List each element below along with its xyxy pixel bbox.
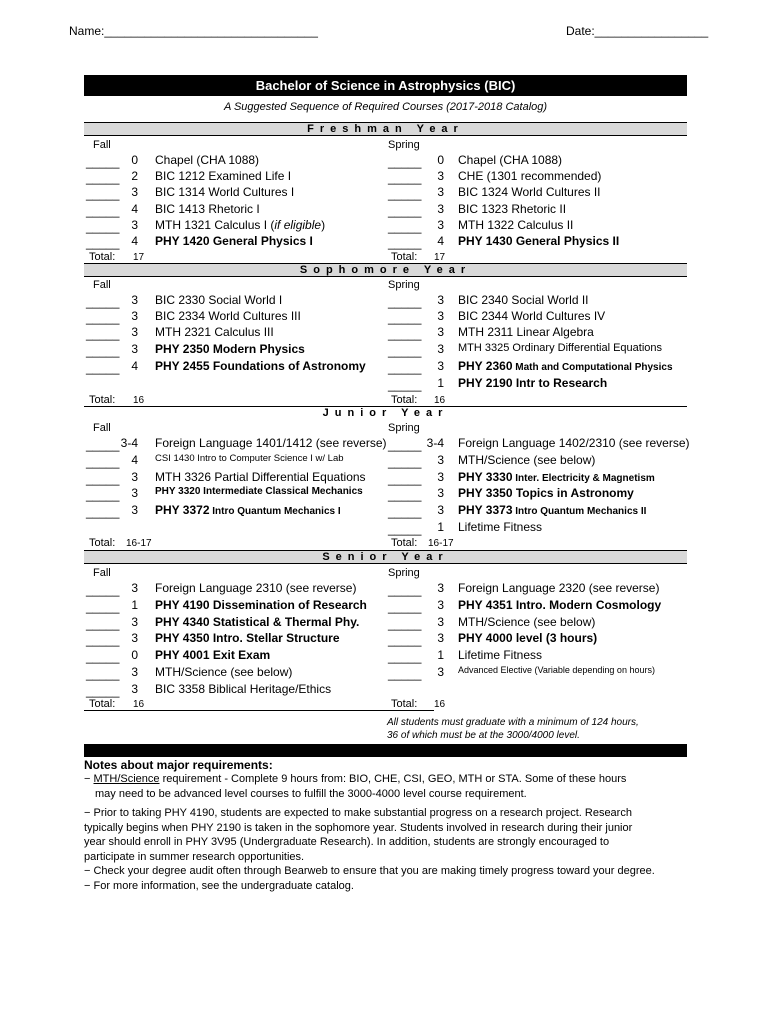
hours-blank[interactable]: _____: [86, 599, 120, 614]
credit-hours: 4: [131, 358, 138, 373]
credit-hours: 3-4: [120, 436, 138, 450]
hours-blank[interactable]: _____: [388, 454, 422, 469]
course-name: BIC 1323 Rhetoric II: [458, 201, 567, 216]
hours-blank[interactable]: _____: [388, 599, 422, 614]
course-name: Chapel (CHA 1088): [155, 153, 260, 167]
course-name: BIC 1324 World Cultures II: [458, 185, 601, 200]
hours-blank[interactable]: _____: [388, 505, 422, 520]
freshman-spring-total: 17: [434, 252, 446, 263]
credit-hours: 4: [131, 452, 138, 467]
course-name: PHY 1430 General Physics II: [458, 234, 620, 248]
course-name: Foreign Language 1402/2310 (see reverse): [458, 436, 690, 450]
sophomore-fall-total-label: Total:: [89, 394, 116, 406]
research-line-2: typically begins when PHY 2190 is taken in the sophomore year. Students involved in research during their junior: [84, 821, 633, 834]
notes-mth-requirement: [84, 772, 694, 801]
hours-blank[interactable]: _____: [86, 171, 120, 186]
junior-fall-total: 16-17: [126, 538, 152, 549]
course-name: PHY 2360 Math and Computational Physics: [458, 358, 673, 373]
course-name: PHY 2350 Modern Physics: [155, 341, 305, 356]
senior-fall-total: 16: [133, 699, 145, 710]
course-name: MTH/Science (see below): [155, 665, 293, 679]
credit-hours: 3: [131, 486, 138, 501]
course-name: Lifetime Fitness: [458, 520, 543, 534]
credit-hours: 3: [131, 217, 138, 232]
senior-fall-total-label: Total:: [89, 698, 116, 710]
credit-hours: 4: [131, 234, 138, 248]
hours-blank[interactable]: _____: [86, 327, 120, 342]
credit-hours: 0: [437, 153, 444, 167]
hours-blank[interactable]: _____: [86, 454, 120, 469]
hours-blank[interactable]: _____: [388, 616, 422, 631]
course-name: Chapel (CHA 1088): [458, 153, 563, 167]
course-name: PHY 4001 Exit Exam: [155, 648, 271, 663]
course-name: BIC 1212 Examined Life I: [155, 169, 292, 184]
course-name: PHY 3373 Intro Quantum Mechanics II: [458, 503, 647, 518]
credit-hours: 3: [437, 469, 444, 484]
hours-blank[interactable]: _____: [388, 650, 422, 665]
fall-label: Fall: [93, 422, 111, 434]
course-name: PHY 4351 Intro. Modern Cosmology: [458, 597, 662, 612]
credit-hours: 3: [131, 681, 138, 696]
fall-label: Fall: [93, 567, 111, 579]
junior-spring-total-label: Total:: [391, 537, 418, 549]
hours-blank[interactable]: _____: [86, 311, 120, 326]
notes-divider-bar: [84, 744, 687, 757]
hours-blank[interactable]: _____: [388, 378, 422, 392]
hours-blank[interactable]: _____: [388, 522, 422, 536]
credit-hours: 3: [131, 503, 138, 518]
course-name: BIC 3358 Biblical Heritage/Ethics: [155, 681, 332, 696]
course-name: PHY 3330 Inter. Electricity & Magnetism: [458, 469, 655, 484]
research-line-3: year should enroll in PHY 3V95 (Undergraduate Research). In addition, students are strongly encouraged to: [84, 836, 610, 848]
hours-blank[interactable]: _____: [388, 438, 422, 452]
course-name: PHY 4350 Intro. Stellar Structure: [155, 631, 340, 646]
credit-hours: 3: [131, 469, 138, 484]
credit-hours: 0: [131, 153, 138, 167]
hours-blank[interactable]: _____: [86, 505, 120, 520]
credit-hours: 3: [131, 581, 138, 595]
hours-blank[interactable]: _____: [86, 650, 120, 665]
hours-blank[interactable]: _____: [388, 343, 422, 358]
credit-hours: 3: [437, 185, 444, 200]
credit-hours: 3: [437, 631, 444, 646]
credit-hours: 3: [437, 452, 444, 467]
hours-blank[interactable]: _____: [388, 633, 422, 648]
junior-fall-total-label: Total:: [89, 537, 116, 549]
research-line-4: participate in summer research opportunities.: [84, 850, 305, 863]
hours-blank[interactable]: _____: [86, 187, 120, 202]
credit-hours: 3: [131, 185, 138, 200]
credit-hours: 2: [131, 169, 138, 184]
course-name: PHY 3320 Intermediate Classical Mechanics: [155, 486, 363, 498]
credit-hours: 3: [437, 503, 444, 518]
spring-label: Spring: [388, 567, 420, 579]
course-name: Foreign Language 1401/1412 (see reverse): [155, 436, 387, 450]
course-name: Foreign Language 2310 (see reverse): [155, 581, 357, 595]
credit-hours: 3: [437, 293, 444, 307]
hours-blank[interactable]: _____: [86, 155, 120, 169]
credit-hours: 3: [131, 341, 138, 356]
hours-blank[interactable]: _____: [388, 311, 422, 326]
credit-hours: 3-4: [426, 436, 444, 450]
credit-hours: 3: [437, 201, 444, 216]
hours-blank[interactable]: _____: [388, 667, 422, 681]
audit-note: − Check your degree audit often through Bearweb to ensure that you are making timely progress toward your degree.: [84, 865, 655, 877]
credit-hours: 3: [131, 614, 138, 629]
course-name: Advanced Elective (Variable depending on hours): [458, 665, 655, 675]
credit-hours: 1: [437, 648, 444, 663]
hours-blank[interactable]: _____: [388, 155, 422, 169]
credit-hours: 3: [437, 358, 444, 373]
course-name: PHY 4340 Statistical & Thermal Phy.: [155, 614, 360, 629]
hours-blank[interactable]: _____: [86, 360, 120, 375]
hours-blank[interactable]: _____: [388, 171, 422, 186]
spring-label: Spring: [388, 279, 420, 291]
credit-hours: 0: [131, 648, 138, 663]
sophomore-fall-total: 16: [133, 395, 145, 406]
course-name: PHY 2455 Foundations of Astronomy: [155, 358, 366, 373]
credit-hours: 3: [131, 325, 138, 340]
credit-hours: 3: [437, 597, 444, 612]
senior-spring-total: 16: [434, 699, 446, 710]
credit-hours: 3: [437, 217, 444, 232]
course-name: Foreign Language 2320 (see reverse): [458, 581, 660, 595]
hours-blank[interactable]: _____: [388, 583, 422, 597]
date-field[interactable]: Date:_________________: [566, 24, 709, 38]
credit-hours: 1: [437, 376, 444, 390]
credit-hours: 3: [437, 309, 444, 324]
hours-blank[interactable]: _____: [388, 295, 422, 309]
hours-blank[interactable]: _____: [86, 616, 120, 631]
sophomore-year-heading: Sophomore Year: [84, 263, 687, 277]
credit-hours: 3: [437, 581, 444, 595]
hours-blank[interactable]: _____: [388, 360, 422, 375]
credit-hours: 4: [437, 234, 444, 248]
freshman-fall-total-label: Total:: [89, 251, 116, 263]
course-name: CSI 1430 Intro to Computer Science I w/ Lab: [155, 452, 344, 464]
course-name: BIC 1413 Rhetoric I: [155, 201, 260, 216]
graduation-note-line-1: All students must graduate with a minimum of 124 hours,: [387, 717, 639, 728]
hours-blank[interactable]: _____: [388, 471, 422, 486]
credit-hours: 1: [131, 597, 138, 612]
mth-requirement-text: requirement - Complete 9 hours from: BIO, CHE, CSI, GEO, MTH or STA. Some of these hours: [159, 773, 627, 785]
senior-spring-total-label: Total:: [391, 698, 418, 710]
credit-hours: 3: [131, 309, 138, 324]
spring-label: Spring: [388, 422, 420, 434]
spring-label: Spring: [388, 139, 420, 151]
hours-blank[interactable]: _____: [388, 187, 422, 202]
hours-blank[interactable]: _____: [86, 583, 120, 597]
senior-divider: [84, 710, 434, 711]
research-line-1: − Prior to taking PHY 4190, students are expected to make substantial progress on a research project. Research: [84, 807, 632, 819]
mth-science-link: MTH/Science: [93, 773, 160, 785]
course-name: PHY 1420 General Physics I: [155, 234, 313, 248]
course-name: MTH 1322 Calculus II: [458, 217, 574, 232]
catalog-note: − For more information, see the undergraduate catalog.: [84, 879, 354, 892]
hours-blank[interactable]: _____: [86, 488, 120, 503]
course-name: BIC 2344 World Cultures IV: [458, 309, 606, 324]
bullet: −: [84, 773, 91, 785]
hours-blank[interactable]: _____: [86, 236, 120, 250]
hours-blank[interactable]: _____: [86, 633, 120, 648]
credit-hours: 3: [437, 486, 444, 501]
document-title: Bachelor of Science in Astrophysics (BIC): [84, 75, 687, 96]
credit-hours: 1: [437, 520, 444, 534]
course-name: PHY 2190 Intr to Research: [458, 376, 608, 390]
credit-hours: 3: [437, 614, 444, 629]
senior-year-heading: Senior Year: [84, 550, 687, 564]
junior-year-heading: Junior Year: [84, 406, 687, 419]
course-name: BIC 1314 World Cultures I: [155, 185, 295, 200]
hours-blank[interactable]: _____: [388, 488, 422, 503]
notes-research: [84, 806, 694, 893]
hours-blank[interactable]: _____: [86, 295, 120, 309]
course-name: MTH 2321 Calculus III: [155, 325, 274, 340]
hours-blank[interactable]: _____: [86, 343, 120, 358]
hours-blank[interactable]: _____: [388, 219, 422, 234]
credit-hours: 4: [131, 201, 138, 216]
course-name: PHY 4190 Dissemination of Research: [155, 597, 367, 612]
hours-blank[interactable]: _____: [86, 438, 120, 452]
course-name: BIC 2340 Social World II: [458, 293, 589, 307]
name-field[interactable]: Name:________________________________: [69, 24, 318, 38]
freshman-fall-total: 17: [133, 252, 145, 263]
course-name: PHY 4000 level (3 hours): [458, 631, 598, 646]
credit-hours: 3: [131, 665, 138, 679]
hours-blank[interactable]: _____: [388, 203, 422, 218]
graduation-note-line-2: 36 of which must be at the 3000/4000 level.: [387, 730, 580, 741]
document-subtitle: A Suggested Sequence of Required Courses (2017-2018 Catalog): [223, 101, 548, 113]
course-name: Lifetime Fitness: [458, 648, 543, 663]
course-name: PHY 3350 Topics in Astronomy: [458, 486, 634, 501]
sophomore-spring-total: 16: [434, 395, 446, 406]
hours-blank[interactable]: _____: [86, 683, 120, 698]
course-name: CHE (1301 recommended): [458, 169, 602, 184]
hours-blank[interactable]: _____: [86, 219, 120, 234]
course-name: MTH/Science (see below): [458, 614, 596, 629]
credit-hours: 3: [131, 293, 138, 307]
course-name: MTH 1321 Calculus I (if eligible): [155, 217, 326, 232]
course-name: PHY 3372 Intro Quantum Mechanics I: [155, 503, 341, 518]
credit-hours: 3: [437, 665, 444, 679]
course-name: BIC 2334 World Cultures III: [155, 309, 301, 324]
credit-hours: 3: [131, 631, 138, 646]
hours-blank[interactable]: _____: [86, 471, 120, 486]
junior-spring-total: 16-17: [428, 538, 454, 549]
notes-heading: Notes about major requirements:: [84, 758, 273, 772]
hours-blank[interactable]: _____: [86, 667, 120, 681]
fall-label: Fall: [93, 279, 111, 291]
fall-label: Fall: [93, 139, 111, 151]
credit-hours: 3: [437, 169, 444, 184]
credit-hours: 3: [437, 325, 444, 340]
course-name: MTH 3325 Ordinary Differential Equations: [458, 341, 663, 354]
hours-blank[interactable]: _____: [86, 203, 120, 218]
credit-hours: 3: [437, 341, 444, 356]
course-name: MTH 3326 Partial Differential Equations: [155, 469, 366, 484]
hours-blank[interactable]: _____: [388, 236, 422, 250]
course-name: MTH 2311 Linear Algebra: [458, 325, 594, 340]
mth-requirement-text-2: may need to be advanced level courses to fulfill the 3000-4000 level course requirement.: [95, 787, 527, 800]
hours-blank[interactable]: _____: [388, 327, 422, 342]
freshman-year-heading: Freshman Year: [84, 122, 687, 136]
freshman-spring-total-label: Total:: [391, 251, 418, 263]
course-name: MTH/Science (see below): [458, 452, 596, 467]
sophomore-spring-total-label: Total:: [391, 394, 418, 406]
course-name: BIC 2330 Social World I: [155, 293, 283, 307]
